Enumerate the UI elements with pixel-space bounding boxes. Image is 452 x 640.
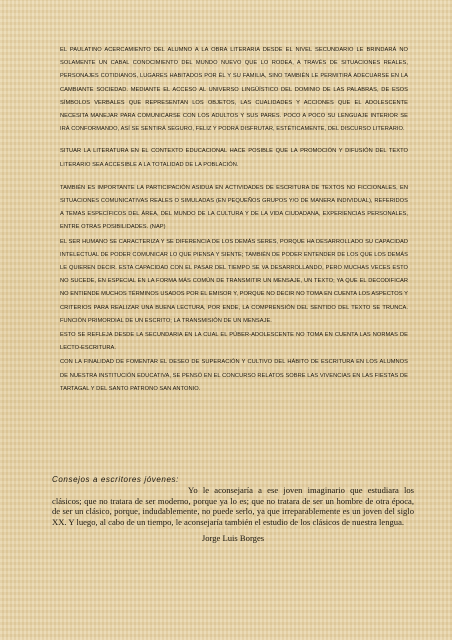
paragraph-literary-approach: EL PAULATINO ACERCAMIENTO DEL ALUMNO A LA OBRA LITERARIA DESDE EL NIVEL SECUNDARIO LE BRINDARÁ NO SOLAMENTE UN CABAL CONOCIMIENTO DEL MUNDO NUEVO QUE LO RODEA, A TRAVÉS DE SITUACIONES REALES, PERSONAJES COTIDIANOS, LUGARES HABITADOS POR ÉL Y SU FAMILIA, SINO TAMBIÉN LE PERMITIRÁ ADECUARSE EN LA CAMBIANTE SOCIEDAD. MEDIANTE EL ACCESO AL UNIVERSO LINGÜÍSTICO DEL DOMINIO DE LAS PALABRAS, DE ESOS SÍMBOLOS VERBALES QUE REPRESENTAN LOS OBJETOS, LAS CUALIDADES Y ACCIONES QUE EL ADOLESCENTE NECESITA MANEJAR PARA COMUNICARSE CON LOS ADULTOS Y SUS PARES. POCO A POCO SU LENGUAJE INTERIOR SE IRÁ CONFORMANDO, ASÍ SE SENTIRÁ SEGURO, FELIZ Y PODRÁ DISFRUTAR, ESTÉTICAMENTE, DEL DISCURSO LITERARIO. xyxy=(60,47,408,133)
paragraph-reading-norms: ESTO SE REFLEJA DESDE LA SECUNDARIA EN LA CUAL EL PÚBER-ADOLESCENTE NO TOMA EN CUENTA LAS NORMAS DE LECTO-ESCRITURA. xyxy=(60,332,408,352)
document-body xyxy=(52,44,408,396)
paragraph-writing-activities: TAMBIÉN ES IMPORTANTE LA PARTICIPACIÓN ASIDUA EN ACTIVIDADES DE ESCRITURA DE TEXTOS NO FICCIONALES, EN SITUACIONES COMUNICATIVAS REALES O SIMULADAS (EN PEQUEÑOS GRUPOS Y/O DE MANERA INDIVIDUAL), REFERIDOS A TEMAS ESPECÍFICOS DEL ÁREA, DEL MUNDO DE LA CULTURA Y DE LA VIDA CIUDADANA, EXPERIENCIAS PERSONALES, ENTRE OTRAS POSIBILIDADES. (NAP) xyxy=(60,184,408,231)
quote-author: Jorge Luis Borges xyxy=(201,533,265,544)
paragraph-human-communication: EL SER HUMANO SE CARACTERIZA Y SE DIFERENCIA DE LOS DEMÁS SERES, PORQUE HA DESARROLLADO SU CAPACIDAD INTELECTUAL DE PODER COMUNICAR LO QUE PIENSA Y SIENTE; TAMBIÉN DE PODER ENTENDER DE LOS QUE LOS DEMÁS LE QUIEREN DECIR. ESTA CAPACIDAD CON EL PASAR DEL TIEMPO SE VA DESARROLLANDO, PERO MUCHAS VECES ESTO NO SUCEDE, EN ESPECIAL EN LA FORMA MÁS COMÚN DE TRANSMITIR UN MENSAJE, UN TEXTO; YA QUE EL DECODIFICAR NO ENTIENDE MUCHOS TÉRMINOS USADOS POR EL EMISOR Y, PORQUE NO DECIR NO TOMA EN CUENTA LOS ASPECTOS Y CRITERIOS PARA REALIZAR UNA BUENA LECTURA, POR ENDE, LA COMPRENSIÓN DEL SENTIDO DEL TEXTO SE TRUNCA. FUNCIÓN PRIMORDIAL DE UN ESCRITO; LA TRANSMISIÓN DE UN MENSAJE. xyxy=(60,238,408,324)
paragraph-contest-purpose: CON LA FINALIDAD DE FOMENTAR EL DESEO DE SUPERACIÓN Y CULTIVO DEL HÁBITO DE ESCRITURA EN LOS ALUMNOS DE NUESTRA INSTITUCIÓN EDUCATIVA, SE PENSÓ EN EL CONCURSO RELATOS SOBRE LAS VIVENCIAS EN LAS FIESTAS DE TARTAGAL Y DEL SANTO PATRONO SAN ANTONIO. xyxy=(60,359,408,392)
quote-section xyxy=(52,475,414,543)
paragraph-literature-context: SITUAR LA LITERATURA EN EL CONTEXTO EDUCACIONAL HACE POSIBLE QUE LA PROMOCIÓN Y DIFUSIÓN DEL TEXTO LITERARIO SEA ACCESIBLE A LA TOTALIDAD DE LA POBLACIÓN. xyxy=(60,148,408,168)
quote-title: Consejos a escritores jóvenes: xyxy=(52,475,179,484)
quote-body: Yo le aconsejaría a ese joven imaginario que estudiara los clásicos; que no tratara de ser moderno, porque ya lo es; que no tratara de ser un hombre de otra época, de ser un clásico, porque, indudablemente, no puede serlo, ya que irreparablemente es un joven del siglo XX. Y luego, al cabo de un tiempo, le aconsejaría también el estudio de los clásicos de nuestra lengua. xyxy=(52,485,414,527)
